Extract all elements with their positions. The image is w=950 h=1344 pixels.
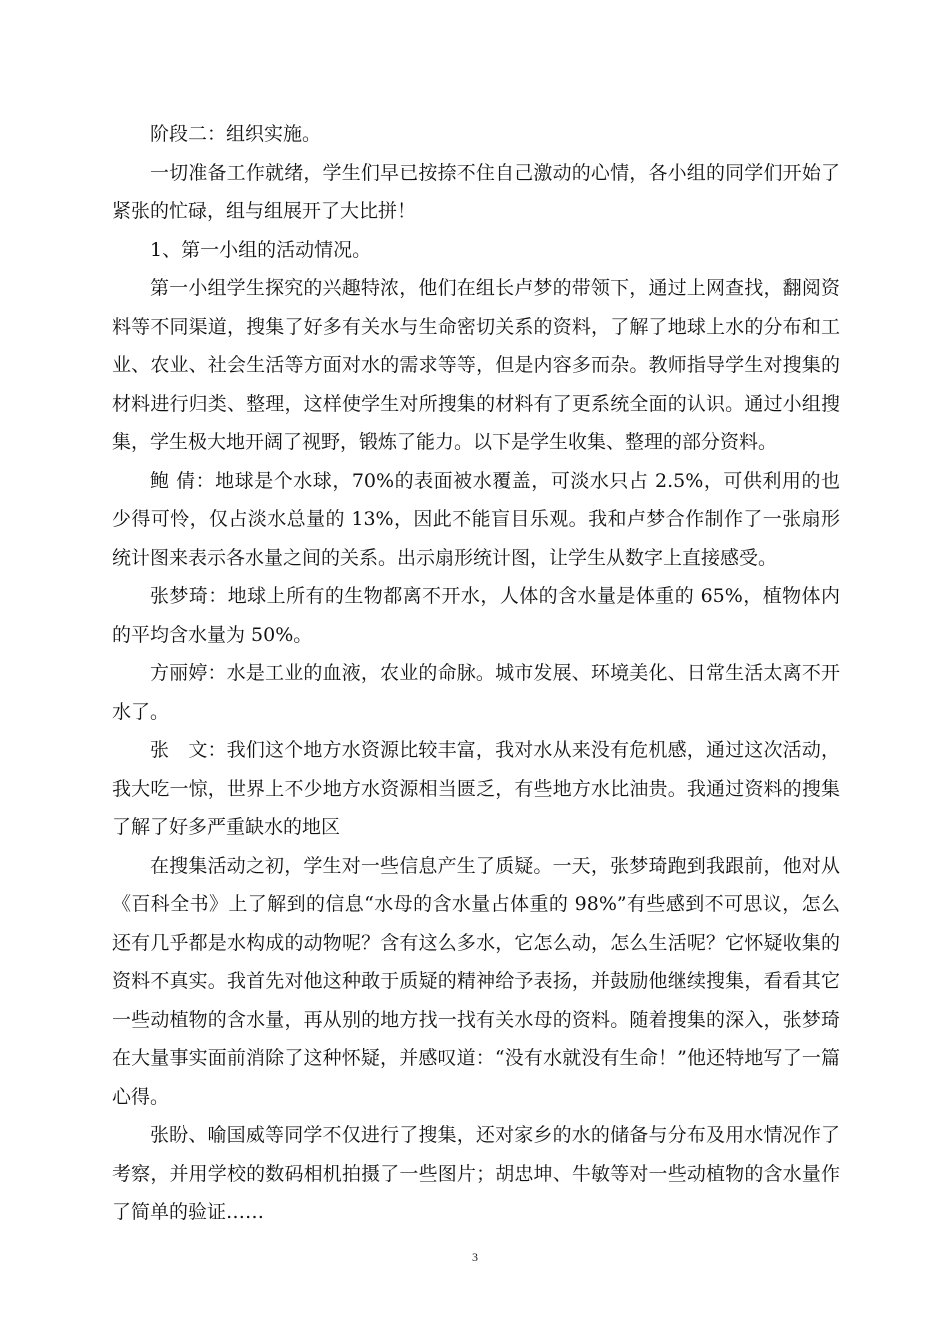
page-number: 3 — [472, 1250, 478, 1264]
paragraph-fang-liting: 方丽婷：水是工业的血液，农业的命脉。城市发展、环境美化、日常生活太离不开水了。 — [112, 662, 840, 723]
paragraph-zhang-wen: 张 文：我们这个地方水资源比较丰富，我对水从来没有危机感，通过这次活动，我大吃一惊，世界上不少地方水资源相当匮乏，有些地方水比油贵。我通过资料的搜集了解了好多严重缺水的地区 — [112, 739, 840, 838]
paragraph-field-study: 张盼、喻国威等同学不仅进行了搜集，还对家乡的水的储备与分布及用水情况作了考察，并用学校的数码相机拍摄了一些图片；胡忠坤、牛敏等对一些动植物的含水量作了简单的验证…… — [112, 1124, 840, 1223]
paragraph-group-activity: 第一小组学生探究的兴趣特浓，他们在组长卢梦的带领下，通过上网查找，翻阅资料等不同渠道，搜集了好多有关水与生命密切关系的资料，了解了地球上水的分布和工业、农业、社会生活等方面对水的需求等等，但是内容多而杂。教师指导学生对搜集的材料进行归类、整理，这样使学生对所搜集的材料有了更系统全面的认识。通过小组搜集，学生极大地开阔了视野，锻炼了能力。以下是学生收集、整理的部分资料。 — [112, 277, 840, 453]
paragraph-stage-heading: 阶段二：组织实施。 — [150, 123, 322, 145]
paragraph-intro: 一切准备工作就绪，学生们早已按捺不住自己激动的心情，各小组的同学们开始了紧张的忙碌，组与组展开了大比拼！ — [112, 161, 840, 222]
paragraph-group-heading: 1、第一小组的活动情况。 — [150, 238, 372, 261]
paragraph-bao-qian: 鲍 倩：地球是个水球，70%的表面被水覆盖，可淡水只占 2.5%，可供利用的也少得可怜，仅占淡水总量的 13%，因此不能盲目乐观。我和卢梦合作制作了一张扇形统计图来表示各水量之间的关系。出示扇形统计图，让学生从数字上直接感受。 — [112, 469, 840, 569]
document-body — [112, 115, 840, 1232]
paragraph-zhang-mengqi: 张梦琦：地球上所有的生物都离不开水，人体的含水量是体重的 65%，植物体内的平均含水量为 50%。 — [112, 585, 840, 646]
paragraph-questioning: 在搜集活动之初，学生对一些信息产生了质疑。一天，张梦琦跑到我跟前，他对从《百科全书》上了解到的信息“水母的含水量占体重的 98%”有些感到不可思议，怎么还有几乎都是水构成的动物呢？含有这么多水，它怎么动，怎么生活呢？它怀疑收集的资料不真实。我首先对他这种敢于质疑的精神给予表扬，并鼓励他继续搜集，看看其它一些动植物的含水量，再从别的地方找一找有关水母的资料。随着搜集的深入，张梦琦在大量事实面前消除了这种怀疑，并感叹道：“没有水就没有生命！”他还特地写了一篇心得。 — [112, 854, 840, 1108]
